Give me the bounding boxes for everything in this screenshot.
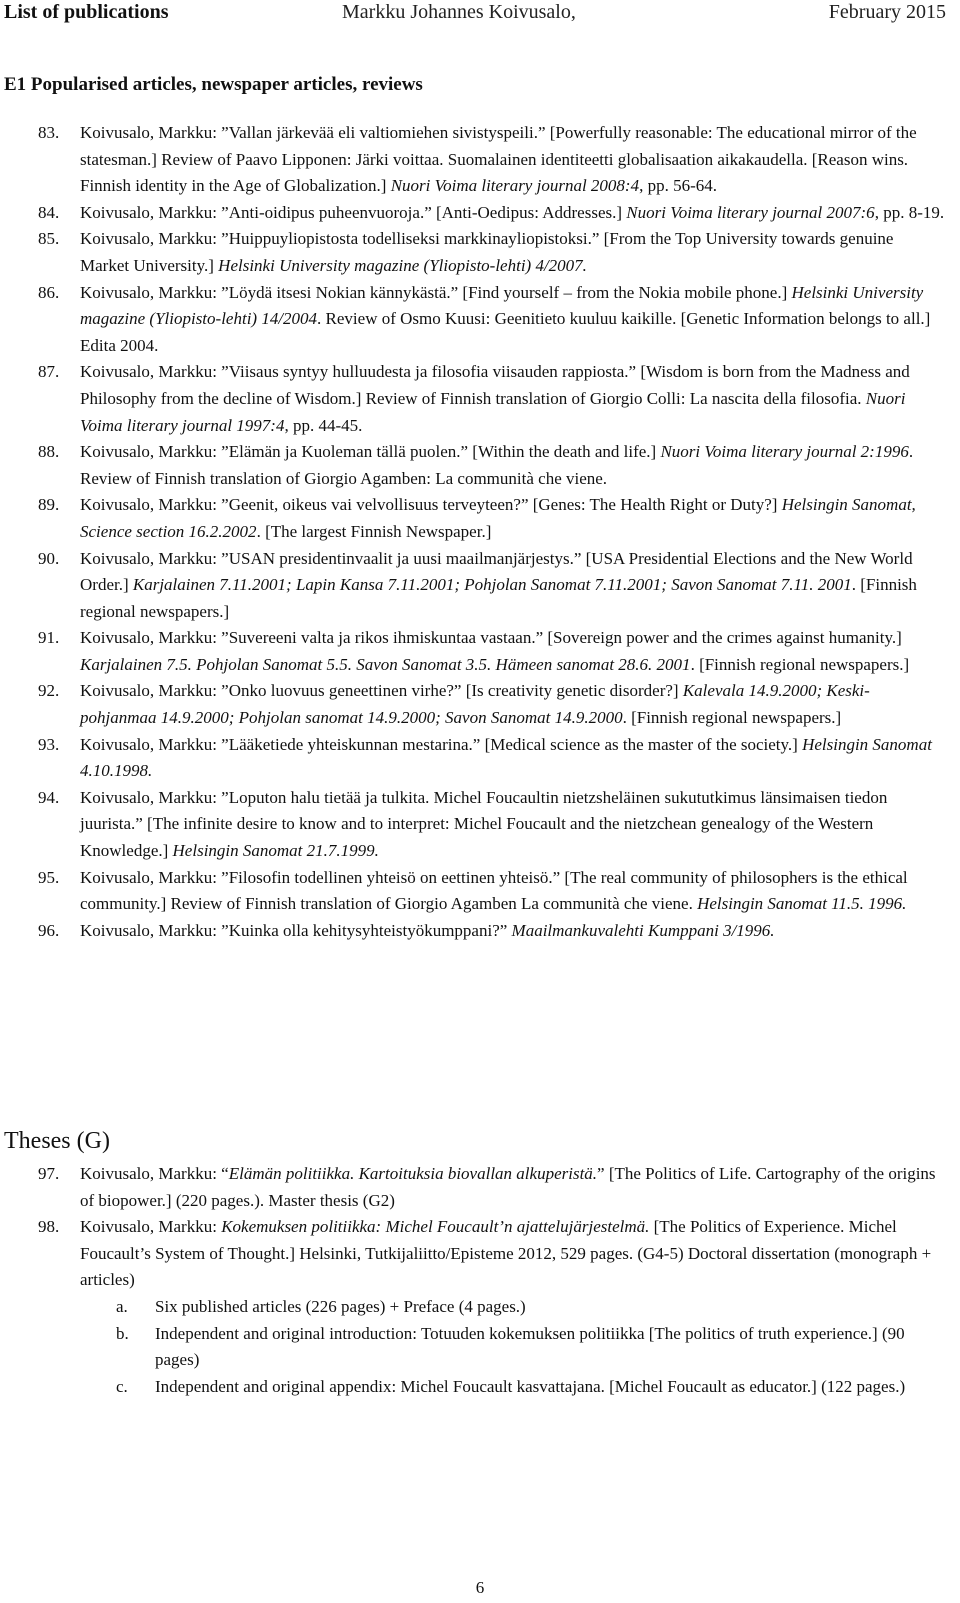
page-header: [0, 0, 960, 28]
theses-title: Theses (G): [4, 1128, 110, 1154]
citation-text: , pp. 56-64.: [639, 176, 718, 196]
header-author: Markku Johannes Koivusalo,: [342, 1, 576, 23]
citation-source: Karjalainen 7.5. Pohjolan Sanomat 5.5. Savon Sanomat 3.5. Hämeen sanomat 28.6. 2001: [80, 654, 691, 674]
citation-source: Helsingin Sanomat 4.10.1998.: [80, 734, 932, 781]
header-date: February 2015: [828, 1, 946, 23]
publication-list: [0, 120, 960, 944]
list-item: [0, 546, 960, 626]
list-item: [0, 200, 960, 227]
item-number: 91.: [38, 628, 60, 648]
list-item: [0, 280, 960, 360]
citation-text: , pp. 44-45.: [284, 415, 363, 435]
citation-text: . [Finnish regional newspapers.]: [690, 654, 910, 674]
sub-list-item: [80, 1321, 946, 1374]
list-item: [0, 120, 960, 200]
citation-text: Koivusalo, Markku: ”Suvereeni valta ja rikos ihmiskuntaa vastaan.” [Sovereign power and the crimes against humanity.]: [80, 628, 902, 648]
citation-source: Karjalainen 7.11.2001; Lapin Kansa 7.11.2001; Pohjolan Sanomat 7.11.2001; Savon Sanomat 7.11. 2001: [132, 575, 852, 595]
citation-text: ” [The Politics of Life. Cartography of the origins of biopower.] (220 pages.). Master thesis (G2): [80, 1164, 936, 1210]
list-item: [0, 1161, 960, 1214]
citation-text: Koivusalo, Markku: ”USAN presidentinvaalit ja uusi maailmanjärjestys.” [USA Presidential Elections and the New World Order.]: [80, 548, 913, 595]
list-item: [0, 865, 960, 918]
list-item: [0, 678, 960, 731]
citation-text: Koivusalo, Markku: ”Löydä itsesi Nokian kännykästä.” [Find yourself – from the Nokia mobile phone.]: [80, 282, 792, 302]
citation-text: . Review of Osmo Kuusi: Geenitieto kuuluu kaikille. [Genetic Information belongs to all.] Edita 2004.: [80, 309, 931, 355]
list-item: [0, 918, 960, 945]
citation-text: Koivusalo, Markku: ”Geenit, oikeus vai velvollisuus terveyteen?” [Genes: The Health Right or Duty?]: [80, 495, 782, 515]
item-number: 83.: [38, 123, 60, 142]
list-item: [0, 785, 960, 865]
item-number: 85.: [38, 229, 60, 249]
citation-text: Koivusalo, Markku: ”Lääketiede yhteiskunnan mestarina.” [Medical science as the master of the society.]: [80, 734, 803, 754]
citation-text: [The Politics of Experience. Michel Foucault’s System of Thought.] Helsinki, Tutkijaliitto/Episteme 2012, 529 pages. (G4-5) Doctoral dissertation (monograph + articles): [80, 1217, 932, 1290]
list-item: [0, 439, 960, 492]
header-title: List of publications: [4, 1, 169, 23]
page-number: 6: [475, 1578, 485, 1597]
citation-source: Elämän politiikka. Kartoituksia biovallan alkuperistä.: [228, 1164, 598, 1183]
citation-text: Koivusalo, Markku:: [80, 1217, 222, 1237]
citation-source: Kokemuksen politiikka: Michel Foucault’n ajattelujärjestelmä.: [221, 1217, 650, 1237]
citation-text: Koivusalo, Markku: ”Viisaus syntyy hulluudesta ja filosofia viisauden rappiosta.” [Wisdom is born from the Madness and Philosophy from the decline of Wisdom.] Review of Finnish translation of Giorgio Colli: La nascita della filosofia.: [80, 362, 910, 408]
citation-text: . [The largest Finnish Newspaper.]: [256, 521, 492, 541]
section-title: E1 Popularised articles, newspaper articles, reviews: [4, 74, 423, 95]
citation-source: Kalevala 14.9.2000; Keski-pohjanmaa 14.9.2000; Pohjolan sanomat 14.9.2000; Savon Sanomat 14.9.2000: [80, 681, 870, 728]
citation-source: Maailmankuvalehti Kumppani 3/1996.: [511, 920, 775, 940]
item-number: 87.: [38, 362, 60, 382]
item-number: 95.: [38, 867, 60, 887]
citation-source: Helsingin Sanomat 11.5. 1996.: [697, 894, 907, 914]
citation-text: . [Finnish regional newspapers.]: [622, 708, 842, 728]
list-item: [0, 359, 960, 439]
sub-item-letter: a.: [116, 1296, 128, 1316]
list-item: [0, 1214, 960, 1400]
citation-source: Nuori Voima literary journal 1997:4: [80, 388, 906, 435]
list-item: [0, 625, 960, 678]
citation-source: Helsingin Sanomat 21.7.1999.: [172, 841, 379, 861]
citation-source: Nuori Voima literary journal 2:1996: [660, 442, 909, 462]
sub-item-letter: b.: [116, 1323, 129, 1343]
citation-source: Helsinki University magazine (Yliopisto-lehti) 4/2007.: [218, 255, 587, 275]
citation-text: Koivusalo, Markku: ”Huippuyliopistosta todelliseksi markkinayliopistoksi.” [From the Top University towards genuine Market University.]: [80, 229, 894, 275]
citation-source: Helsingin Sanomat, Science section 16.2.2002: [80, 495, 916, 541]
item-number: 84.: [38, 202, 60, 222]
item-number: 88.: [38, 442, 60, 462]
citation-text: Koivusalo, Markku: “: [80, 1164, 229, 1183]
item-number: 89.: [38, 495, 60, 515]
citation-source: Helsinki University magazine (Yliopisto-lehti) 14/2004: [80, 282, 924, 329]
citation-text: Koivusalo, Markku: ”Kuinka olla kehitysyhteistyökumppani?”: [80, 920, 512, 940]
item-number: 94.: [38, 787, 60, 807]
list-item: [0, 732, 960, 785]
citation-text: Koivusalo, Markku: ”Loputon halu tietää ja tulkita. Michel Foucaultin nietzsheläinen sukututkimus länsimaisen tiedon juurista.” [The infinite desire to know and to interpret: Michel Foucault and the nietzchean genealogy of the Western Knowledge.]: [80, 787, 888, 861]
citation-text: . [Finnish regional newspapers.]: [80, 575, 917, 621]
citation-text: Koivusalo, Markku: ”Filosofin todellinen yhteisö on eettinen yhteisö.” [The real community of philosophers is the ethical community.] Review of Finnish translation of Giorgio Agamben La communità che viene.: [80, 867, 908, 914]
item-number: 90.: [38, 548, 60, 568]
sub-list-item: [80, 1374, 946, 1401]
sub-item-text: Six published articles (226 pages) + Preface (4 pages.): [155, 1296, 526, 1316]
citation-source: Nuori Voima literary journal 2008:4: [390, 176, 640, 196]
sub-item-text: Independent and original introduction: Totuuden kokemuksen politiikka [The politics of truth experience.] (90 pages): [155, 1323, 905, 1370]
citation-text: , pp. 8-19.: [874, 202, 945, 222]
theses-list: [0, 1161, 960, 1400]
citation-text: Koivusalo, Markku: ”Vallan järkevää eli valtiomiehen sivistyspeili.” [Powerfully reasonable: The educational mirror of the statesman.] Review of Paavo Lipponen: Järki voittaa. Suomalainen identiteetti globalisaation aikakaudella. [Reason wins. Finnish identity in the Age of Globalization.]: [80, 123, 917, 196]
list-item: [0, 492, 960, 545]
item-number: 96.: [38, 920, 60, 940]
citation-source: Nuori Voima literary journal 2007:6: [626, 202, 875, 222]
sub-item-text: Independent and original appendix: Michel Foucault kasvattajana. [Michel Foucault as educator.] (122 pages.): [155, 1376, 906, 1396]
item-number: 93.: [38, 734, 60, 754]
sub-item-letter: c.: [116, 1376, 128, 1396]
sub-list: [80, 1294, 946, 1400]
item-number: 98.: [38, 1217, 60, 1237]
sub-list-item: [80, 1294, 946, 1321]
item-number: 86.: [38, 282, 60, 302]
list-item: [0, 226, 960, 279]
citation-text: Koivusalo, Markku: ”Elämän ja Kuoleman tällä puolen.” [Within the death and life.]: [80, 442, 661, 462]
citation-text: Koivusalo, Markku: ”Onko luovuus geneettinen virhe?” [Is creativity genetic disorder?]: [80, 681, 683, 701]
item-number: 92.: [38, 681, 60, 701]
citation-text: Koivusalo, Markku: ”Anti-oidipus puheenvuoroja.” [Anti-Oedipus: Addresses.]: [80, 202, 627, 222]
citation-text: . Review of Finnish translation of Giorgio Agamben: La communità che viene.: [80, 442, 914, 488]
item-number: 97.: [38, 1164, 60, 1183]
